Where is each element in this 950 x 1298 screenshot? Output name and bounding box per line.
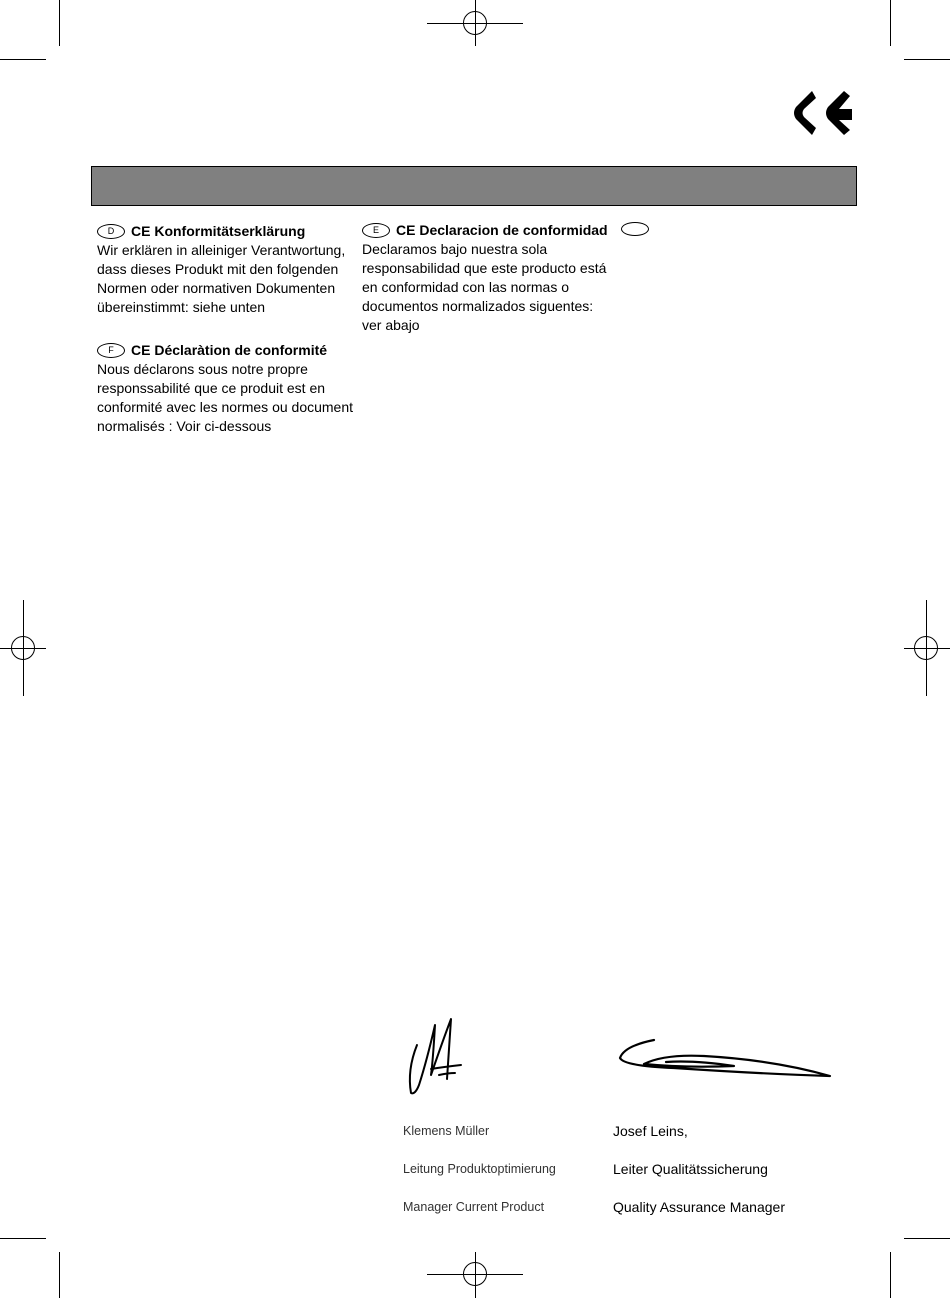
language-badge-empty bbox=[621, 222, 649, 236]
declaration-german bbox=[97, 222, 345, 317]
signatory-left bbox=[403, 1103, 556, 1236]
crop-mark-tr-h bbox=[904, 59, 950, 60]
declaration-body: Wir erklären in alleiniger Verantwortung, dass dieses Produkt mit den folgenden Normen oder normativen Dokumenten übereinstimmt: siehe unten bbox=[97, 242, 346, 315]
crop-mark-tl-v bbox=[59, 0, 60, 46]
crop-mark-br-h bbox=[904, 1238, 950, 1239]
declaration-heading: CE Declaracion de conformidad bbox=[396, 222, 608, 238]
declaration-body: Declaramos bajo nuestra sola responsabilidad que este producto está en conformidad con las normas o documentos normalizados siguentes: ver abajo bbox=[362, 241, 607, 333]
crop-mark-bl-h bbox=[0, 1238, 46, 1239]
crop-mark-tr-v bbox=[890, 0, 891, 46]
declaration-spanish bbox=[362, 221, 608, 335]
signatory-role: Leitung Produktoptimierung bbox=[403, 1162, 556, 1176]
declaration-title bbox=[362, 221, 608, 240]
language-badge: E bbox=[362, 223, 390, 238]
declaration-title bbox=[97, 222, 345, 241]
signatory-role: Leiter Qualitätssicherung bbox=[613, 1161, 768, 1177]
language-badge: D bbox=[97, 224, 125, 239]
declaration-body: Nous déclarons sous notre propre responssabilité que ce produit est en conformité avec les normes ou document normalisés : Voir ci-dessous bbox=[97, 361, 354, 434]
signature-klemens-mueller bbox=[403, 1015, 473, 1097]
crop-mark-br-v bbox=[890, 1252, 891, 1298]
declaration-french bbox=[97, 341, 353, 436]
declaration-heading: CE Konformitätserklärung bbox=[131, 223, 306, 239]
signatory-role-en: Manager Current Product bbox=[403, 1200, 545, 1214]
header-bar bbox=[91, 166, 857, 206]
language-badge: F bbox=[97, 343, 125, 358]
declaration-heading: CE Déclaràtion de conformité bbox=[131, 342, 328, 358]
signatory-right bbox=[613, 1103, 785, 1236]
crop-mark-bl-v bbox=[59, 1252, 60, 1298]
signatory-role-en: Quality Assurance Manager bbox=[613, 1199, 785, 1215]
signature-josef-leins bbox=[614, 1032, 836, 1084]
signatory-name: Klemens Müller bbox=[403, 1124, 490, 1138]
crop-mark-tl-h bbox=[0, 59, 46, 60]
ce-mark-logo bbox=[792, 90, 854, 136]
declaration-title bbox=[97, 341, 353, 360]
signatory-name: Josef Leins, bbox=[613, 1123, 688, 1139]
